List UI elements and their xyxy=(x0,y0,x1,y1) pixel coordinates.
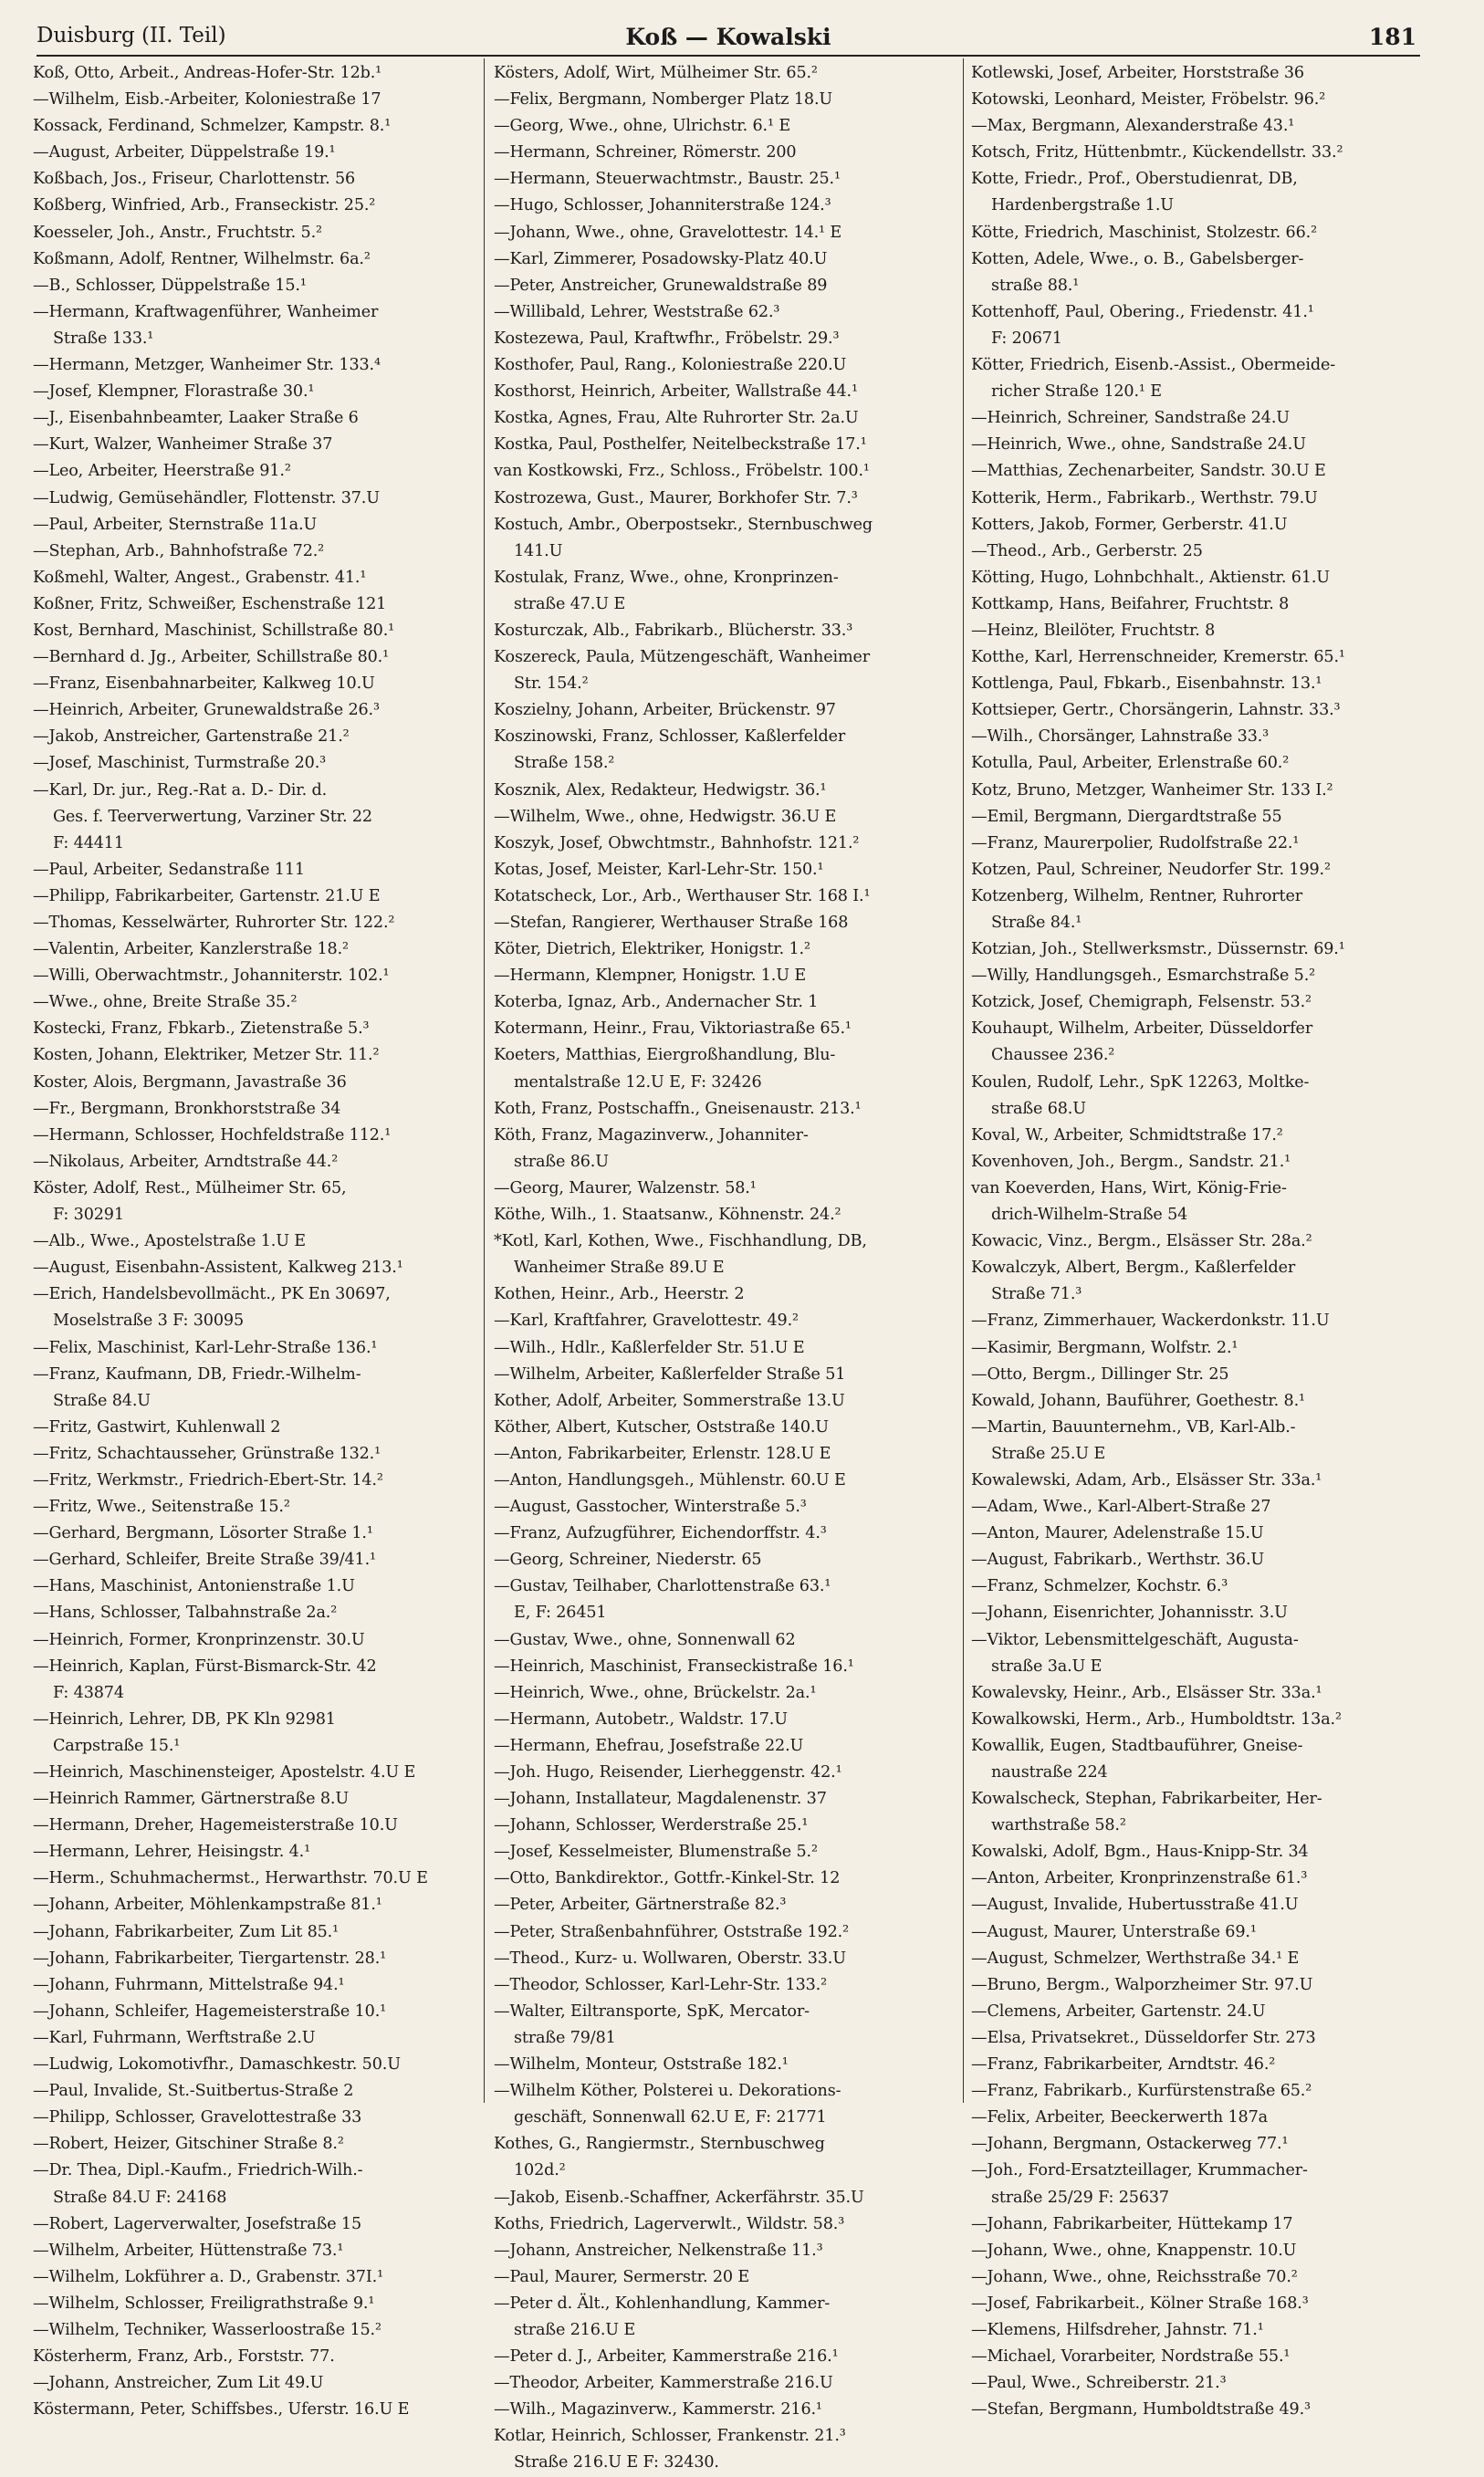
directory-entry-line: —Johann, Installateur, Magdalenenstr. 37 xyxy=(494,1790,827,1809)
directory-entry-line: —Stefan, Bergmann, Humboldtstraße 49.³ xyxy=(971,2400,1311,2420)
directory-entry-line: Köstermann, Peter, Schiffsbes., Uferstr. 16.U E xyxy=(33,2400,410,2420)
directory-entry-line: —Hermann, Autobetr., Waldstr. 17.U xyxy=(494,1709,788,1729)
directory-entry-line: Kostecki, Franz, Fbkarb., Zietenstraße 5.³ xyxy=(33,1019,370,1039)
directory-entry-line: Köthe, Wilh., 1. Staatsanw., Köhnenstr. 24.² xyxy=(494,1206,841,1225)
directory-entry-line: F: 30291 xyxy=(53,1206,124,1225)
directory-entry-line: —Hermann, Lehrer, Heisingstr. 4.¹ xyxy=(33,1843,310,1862)
directory-entry-line: —Wilhelm, Monteur, Oststraße 182.¹ xyxy=(494,2055,789,2075)
directory-entry-line: Kotters, Jakob, Former, Gerberstr. 41.U xyxy=(971,515,1288,534)
directory-entry-line: —Max, Bergmann, Alexanderstraße 43.¹ xyxy=(971,117,1295,136)
directory-entry-line: —Wilhelm, Arbeiter, Hüttenstraße 73.¹ xyxy=(33,2241,344,2260)
directory-entry-line: Kotzick, Josef, Chemigraph, Felsenstr. 53.² xyxy=(971,993,1312,1012)
directory-entry-line: —Franz, Aufzugführer, Eichendorffstr. 4.³ xyxy=(494,1524,827,1543)
directory-entry-line: *Kotl, Karl, Kothen, Wwe., Fischhandlung, DB, xyxy=(494,1232,867,1251)
directory-entry-line: Köster, Adolf, Rest., Mülheimer Str. 65, xyxy=(33,1178,347,1197)
directory-entry-line: Wanheimer Straße 89.U E xyxy=(514,1259,725,1278)
directory-entry-line: Kowald, Johann, Bauführer, Goethestr. 8.¹ xyxy=(971,1391,1305,1410)
directory-entry-line: —Peter, Straßenbahnführer, Oststraße 192.² xyxy=(494,1922,849,1941)
directory-entry-line: —Johann, Fabrikarbeiter, Zum Lit 85.¹ xyxy=(33,1922,340,1941)
directory-entry-line: straße 216.U E xyxy=(514,2320,636,2339)
directory-entry-line: —Fritz, Werkmstr., Friedrich-Ebert-Str. 14.² xyxy=(33,1470,383,1489)
column-left xyxy=(33,60,478,2420)
directory-entry-line: Koval, W., Arbeiter, Schmidtstraße 17.² xyxy=(971,1125,1283,1144)
directory-entry-line: Koths, Friedrich, Lagerverwlt., Wildstr. 58.³ xyxy=(494,2214,845,2233)
directory-entry-line: —Stefan, Rangierer, Werthauser Straße 168 xyxy=(494,914,849,932)
directory-entry-line: —Felix, Bergmann, Nomberger Platz 18.U xyxy=(494,90,833,110)
directory-entry-line: —Heinrich Rammer, Gärtnerstraße 8.U xyxy=(33,1790,349,1809)
directory-entry-line: —Wwe., ohne, Breite Straße 35.² xyxy=(33,993,298,1012)
directory-entry-line: —Wilhelm, Wwe., ohne, Hedwigstr. 36.U E xyxy=(494,807,837,826)
directory-entry-line: —Anton, Maurer, Adelenstraße 15.U xyxy=(971,1524,1264,1543)
directory-entry-line: —Josef, Maschinist, Turmstraße 20.³ xyxy=(33,754,327,773)
directory-entry-line: Koßberg, Winfried, Arb., Franseckistr. 25.² xyxy=(33,196,376,215)
directory-entry-line: —Wilhelm, Techniker, Wasserloostraße 15.² xyxy=(33,2320,381,2339)
directory-entry-line: Koßmann, Adolf, Rentner, Wilhelmstr. 6a.² xyxy=(33,249,371,268)
directory-entry-line: —Peter d. J., Arbeiter, Kammerstraße 216.¹ xyxy=(494,2347,839,2367)
directory-entry-line: —Hugo, Schlosser, Johanniterstraße 124.³ xyxy=(494,196,831,215)
directory-entry-line: —Stephan, Arb., Bahnhofstraße 72.² xyxy=(33,541,325,560)
directory-entry-line: Straße 84.U F: 24168 xyxy=(53,2188,227,2207)
directory-entry-line: Kotsch, Fritz, Hüttenbmtr., Kückendellstr. 33.² xyxy=(971,143,1343,162)
header-range: Koß — Kowalski xyxy=(625,24,831,50)
directory-entry-line: —Valentin, Arbeiter, Kanzlerstraße 18.² xyxy=(33,940,349,959)
directory-entry-line: —Karl, Fuhrmann, Werftstraße 2.U xyxy=(33,2028,316,2047)
directory-entry-line: —Willibald, Lehrer, Weststraße 62.³ xyxy=(494,302,780,321)
directory-entry-line: —Franz, Fabrikarbeiter, Arndtstr. 46.² xyxy=(971,2055,1276,2075)
directory-entry-line: —Johann, Schleifer, Hagemeisterstraße 10.¹ xyxy=(33,2001,387,2021)
directory-entry-line: —Jakob, Eisenb.-Schaffner, Ackerfährstr. 35.U xyxy=(494,2188,864,2207)
directory-entry-line: —Johann, Bergmann, Ostackerweg 77.¹ xyxy=(971,2135,1289,2154)
directory-entry-line: —Paul, Arbeiter, Sedanstraße 111 xyxy=(33,860,305,879)
directory-entry-line: —Josef, Fabrikarbeit., Kölner Straße 168.³ xyxy=(971,2294,1309,2313)
directory-entry-line: Koszereck, Paula, Mützengeschäft, Wanheimer xyxy=(494,648,871,667)
directory-entry-line: —Klemens, Hilfsdreher, Jahnstr. 71.¹ xyxy=(971,2320,1264,2339)
directory-entry-line: van Koeverden, Hans, Wirt, König-Frie- xyxy=(971,1178,1287,1197)
directory-entry-line: —Heinrich, Wwe., ohne, Brückelstr. 2a.¹ xyxy=(494,1683,817,1702)
directory-entry-line: —Heinrich, Lehrer, DB, PK Kln 92981 xyxy=(33,1709,336,1729)
directory-entry-line: Kotzian, Joh., Stellwerksmstr., Düssernstr. 69.¹ xyxy=(971,940,1345,959)
directory-entry-line: —Willi, Oberwachtmstr., Johanniterstr. 102.¹ xyxy=(33,967,390,986)
column-rule xyxy=(963,58,964,2103)
directory-entry-line: —Peter, Anstreicher, Grunewaldstraße 89 xyxy=(494,276,828,295)
directory-entry-line: Kotz, Bruno, Metzger, Wanheimer Str. 133 I.² xyxy=(971,780,1333,800)
directory-entry-line: —Theodor, Schlosser, Karl-Lehr-Str. 133.² xyxy=(494,1975,828,1994)
directory-entry-line: —Wilh., Chorsänger, Lahnstraße 33.³ xyxy=(971,727,1270,747)
directory-entry-line: —Heinrich, Former, Kronprinzenstr. 30.U xyxy=(33,1630,365,1649)
directory-entry-line: Kostezewa, Paul, Kraftwfhr., Fröbelstr. 29.³ xyxy=(494,329,840,348)
directory-entry-line: —Hans, Schlosser, Talbahnstraße 2a.² xyxy=(33,1604,338,1623)
page-header xyxy=(37,22,1420,57)
directory-entry-line: —Hermann, Ehefrau, Josefstraße 22.U xyxy=(494,1736,804,1755)
directory-entry-line: Koß, Otto, Arbeit., Andreas-Hofer-Str. 12b.¹ xyxy=(33,64,382,82)
directory-entry-line: Ges. f. Teerverwertung, Varziner Str. 22 xyxy=(53,807,372,826)
directory-entry-line: —Thomas, Kesselwärter, Ruhrorter Str. 122.² xyxy=(33,914,395,932)
directory-entry-line: Kötter, Friedrich, Eisenb.-Assist., Obermeide- xyxy=(971,356,1336,375)
directory-entry-line: —Peter, Arbeiter, Gärtnerstraße 82.³ xyxy=(494,1896,787,1915)
directory-entry-line: Straße 84.U xyxy=(53,1391,151,1410)
directory-entry-line: —Anton, Arbeiter, Kronprinzenstraße 61.³ xyxy=(971,1869,1308,1888)
directory-entry-line: —Heinz, Bleilöter, Fruchtstr. 8 xyxy=(971,621,1216,640)
directory-entry-line: Kostuch, Ambr., Oberpostsekr., Sternbuschweg xyxy=(494,515,873,534)
directory-entry-line: Kotermann, Heinr., Frau, Viktoriastraße 65.¹ xyxy=(494,1019,852,1039)
directory-entry-line: —Hermann, Metzger, Wanheimer Str. 133.⁴ xyxy=(33,356,381,375)
page-number: 181 xyxy=(1368,24,1416,50)
directory-entry-line: —Joh. Hugo, Reisender, Lierheggenstr. 42.¹ xyxy=(494,1763,842,1782)
directory-entry-line: Koszyk, Josef, Obwchtmstr., Bahnhofstr. 121.² xyxy=(494,833,860,852)
directory-entry-line: Kotatscheck, Lor., Arb., Werthauser Str. 168 I.¹ xyxy=(494,886,871,905)
directory-entry-line: Kostka, Paul, Posthelfer, Neitelbeckstraße 17.¹ xyxy=(494,435,867,455)
directory-entry-line: —Wilh., Hdlr., Kaßlerfelder Str. 51.U E xyxy=(494,1338,805,1357)
directory-entry-line: —Herm., Schuhmachermst., Herwarthstr. 70.U E xyxy=(33,1869,428,1888)
directory-entry-line: Kowalewski, Adam, Arb., Elsässer Str. 33a.¹ xyxy=(971,1470,1322,1489)
directory-entry-line: —Bernhard d. Jg., Arbeiter, Schillstraße 80.¹ xyxy=(33,648,390,667)
directory-entry-line: —Martin, Bauunternehm., VB, Karl-Alb.- xyxy=(971,1417,1296,1437)
directory-entry-line: warthstraße 58.² xyxy=(991,1816,1126,1835)
directory-entry-line: —Johann, Wwe., ohne, Reichsstraße 70.² xyxy=(971,2267,1298,2286)
directory-entry-line: geschäft, Sonnenwall 62.U E, F: 21771 xyxy=(514,2108,827,2127)
directory-entry-line: —Hermann, Kraftwagenführer, Wanheimer xyxy=(33,302,379,321)
directory-entry-line: —Heinrich, Maschinist, Franseckistraße 16.¹ xyxy=(494,1657,854,1676)
directory-entry-line: Kowalkowski, Herm., Arb., Humboldtstr. 13a.² xyxy=(971,1709,1342,1729)
directory-entry-line: —Franz, Schmelzer, Kochstr. 6.³ xyxy=(971,1577,1228,1596)
directory-entry-line: —Erich, Handelsbevollmächt., PK En 30697, xyxy=(33,1285,391,1304)
directory-entry-line: Kowacic, Vinz., Bergm., Elsässer Str. 28a.² xyxy=(971,1232,1312,1251)
directory-entry-line: Kosznik, Alex, Redakteur, Hedwigstr. 36.¹ xyxy=(494,780,827,800)
directory-entry-line: —Alb., Wwe., Apostelstraße 1.U E xyxy=(33,1232,307,1251)
directory-entry-line: Köth, Franz, Magazinverw., Johanniter- xyxy=(494,1125,809,1144)
directory-entry-line: —Viktor, Lebensmittelgeschäft, Augusta- xyxy=(971,1630,1299,1649)
directory-entry-line: Koterba, Ignaz, Arb., Andernacher Str. 1 xyxy=(494,993,819,1012)
directory-entry-line: Köter, Dietrich, Elektriker, Honigstr. 1.² xyxy=(494,940,810,959)
directory-entry-line: —Hans, Maschinist, Antonienstraße 1.U xyxy=(33,1577,355,1596)
column-right xyxy=(971,60,1425,2420)
directory-entry-line: Kottkamp, Hans, Beifahrer, Fruchtstr. 8 xyxy=(971,594,1290,613)
directory-entry-line: —Ludwig, Gemüsehändler, Flottenstr. 37.U xyxy=(33,488,380,507)
directory-entry-line: —Elsa, Privatsekret., Düsseldorfer Str. 273 xyxy=(971,2028,1316,2047)
directory-entry-line: —Robert, Heizer, Gitschiner Straße 8.² xyxy=(33,2135,344,2154)
directory-entry-line: Koeters, Matthias, Eiergroßhandlung, Blu- xyxy=(494,1046,836,1065)
directory-entry-line: Kostulak, Franz, Wwe., ohne, Kronprinzen- xyxy=(494,568,839,587)
directory-entry-line: —Georg, Maurer, Walzenstr. 58.¹ xyxy=(494,1178,757,1197)
directory-entry-line: Kotowski, Leonhard, Meister, Fröbelstr. 96.² xyxy=(971,90,1326,110)
header-city: Duisburg (II. Teil) xyxy=(37,24,226,47)
directory-entry-line: Str. 154.² xyxy=(514,674,589,694)
directory-entry-line: straße 68.U xyxy=(991,1099,1086,1118)
directory-entry-line: Kotterik, Herm., Fabrikarb., Werthstr. 79.U xyxy=(971,488,1318,507)
directory-entry-line: Carpstraße 15.¹ xyxy=(53,1736,181,1755)
directory-entry-line: Straße 158.² xyxy=(514,754,615,773)
directory-entry-line: —Paul, Arbeiter, Sternstraße 11a.U xyxy=(33,515,318,534)
directory-entry-line: —Paul, Maurer, Sermerstr. 20 E xyxy=(494,2267,750,2286)
directory-entry-line: Koth, Franz, Postschaffn., Gneisenaustr. 213.¹ xyxy=(494,1099,862,1118)
directory-entry-line: —Adam, Wwe., Karl-Albert-Straße 27 xyxy=(971,1498,1271,1517)
directory-entry-line: Kotas, Josef, Meister, Karl-Lehr-Str. 150.¹ xyxy=(494,860,824,879)
directory-entry-line: Kosturczak, Alb., Fabrikarb., Blücherstr. 33.³ xyxy=(494,621,853,640)
directory-entry-line: Kötting, Hugo, Lohnbchhalt., Aktienstr. 61.U xyxy=(971,568,1330,587)
directory-entry-line: —Felix, Maschinist, Karl-Lehr-Straße 136.¹ xyxy=(33,1338,378,1357)
directory-entry-line: —Wilhelm, Lokführer a. D., Grabenstr. 37I.¹ xyxy=(33,2267,383,2286)
directory-entry-line: Kost, Bernhard, Maschinist, Schillstraße 80.¹ xyxy=(33,621,395,640)
directory-entry-line: —Fr., Bergmann, Bronkhorststraße 34 xyxy=(33,1099,341,1118)
directory-entry-line: —Heinrich, Wwe., ohne, Sandstraße 24.U xyxy=(971,435,1306,455)
directory-entry-line: Kowallik, Eugen, Stadtbauführer, Gneise- xyxy=(971,1736,1303,1755)
directory-entry-line: straße 88.¹ xyxy=(991,276,1080,295)
directory-entry-line: Kostka, Agnes, Frau, Alte Ruhrorter Str. 2a.U xyxy=(494,409,859,428)
directory-entry-line: —Karl, Dr. jur., Reg.-Rat a. D.- Dir. d. xyxy=(33,780,328,800)
directory-entry-line: straße 79/81 xyxy=(514,2028,616,2047)
directory-entry-line: Kotten, Adele, Wwe., o. B., Gabelsberger- xyxy=(971,249,1304,268)
directory-entry-line: —Johann, Fabrikarbeiter, Hüttekamp 17 xyxy=(971,2214,1293,2233)
directory-entry-line: —J., Eisenbahnbeamter, Laaker Straße 6 xyxy=(33,409,359,428)
directory-entry-line: —Franz, Fabrikarb., Kurfürstenstraße 65.² xyxy=(971,2082,1312,2101)
directory-entry-line: —Johann, Arbeiter, Möhlenkampstraße 81.¹ xyxy=(33,1896,382,1915)
directory-entry-line: Kovenhoven, Joh., Bergm., Sandstr. 21.¹ xyxy=(971,1152,1291,1171)
directory-entry-line: Koßner, Fritz, Schweißer, Eschenstraße 121 xyxy=(33,594,387,613)
directory-entry-line: —Johann, Anstreicher, Nelkenstraße 11.³ xyxy=(494,2241,823,2260)
directory-entry-line: —Franz, Eisenbahnarbeiter, Kalkweg 10.U xyxy=(33,674,375,694)
directory-entry-line: Koszinowski, Franz, Schlosser, Kaßlerfelder xyxy=(494,727,846,747)
directory-entry-line: —Heinrich, Kaplan, Fürst-Bismarck-Str. 42 xyxy=(33,1657,377,1676)
directory-entry-line: mentalstraße 12.U E, F: 32426 xyxy=(514,1072,762,1092)
directory-entry-line: —Matthias, Zechenarbeiter, Sandstr. 30.U E xyxy=(971,462,1326,481)
directory-entry-line: Kötte, Friedrich, Maschinist, Stolzestr. 66.² xyxy=(971,223,1317,242)
directory-entry-line: —Hermann, Schlosser, Hochfeldstraße 112.¹ xyxy=(33,1125,392,1144)
directory-entry-line: Moselstraße 3 F: 30095 xyxy=(53,1312,244,1331)
directory-entry-line: straße 86.U xyxy=(514,1152,609,1171)
directory-entry-line: —Hermann, Schreiner, Römerstr. 200 xyxy=(494,143,797,162)
directory-entry-line: —Bruno, Bergm., Walporzheimer Str. 97.U xyxy=(971,1975,1313,1994)
directory-entry-line: —Kasimir, Bergmann, Wolfstr. 2.¹ xyxy=(971,1338,1238,1357)
directory-entry-line: —Johann, Wwe., ohne, Knappenstr. 10.U xyxy=(971,2241,1297,2260)
directory-entry-line: Kotulla, Paul, Arbeiter, Erlenstraße 60.² xyxy=(971,754,1290,773)
directory-entry-line: Kothen, Heinr., Arb., Heerstr. 2 xyxy=(494,1285,745,1304)
directory-entry-line: —Wilhelm Köther, Polsterei u. Dekorations- xyxy=(494,2082,841,2101)
directory-entry-line: —Hermann, Steuerwachtmstr., Baustr. 25.¹ xyxy=(494,170,841,189)
directory-entry-line: straße 25/29 F: 25637 xyxy=(991,2188,1169,2207)
directory-entry-line: —Anton, Handlungsgeh., Mühlenstr. 60.U E xyxy=(494,1470,846,1489)
directory-entry-line: Kostrozewa, Gust., Maurer, Borkhofer Str. 7.³ xyxy=(494,488,858,507)
directory-entry-line: Kottsieper, Gertr., Chorsängerin, Lahnstr. 33.³ xyxy=(971,701,1341,720)
directory-entry-line: Koulen, Rudolf, Lehr., SpK 12263, Moltke- xyxy=(971,1072,1310,1092)
directory-entry-line: Kotzen, Paul, Schreiner, Neudorfer Str. 199.² xyxy=(971,860,1331,879)
directory-entry-line: F: 44411 xyxy=(53,833,124,852)
column-middle xyxy=(494,60,958,2472)
directory-entry-line: Kotlar, Heinrich, Schlosser, Frankenstr. 21.³ xyxy=(494,2427,846,2446)
directory-entry-line: —Theod., Arb., Gerberstr. 25 xyxy=(971,541,1203,560)
directory-entry-line: —Wilhelm, Schlosser, Freiligrathstraße 9.¹ xyxy=(33,2294,375,2313)
directory-entry-line: drich-Wilhelm-Straße 54 xyxy=(991,1206,1188,1225)
directory-entry-line: F: 43874 xyxy=(53,1683,124,1702)
directory-entry-line: —Josef, Kesselmeister, Blumenstraße 5.² xyxy=(494,1843,818,1862)
directory-entry-line: Koßmehl, Walter, Angest., Grabenstr. 41.¹ xyxy=(33,568,367,587)
directory-entry-line: Kotthe, Karl, Herrenschneider, Kremerstr. 65.¹ xyxy=(971,648,1345,667)
directory-entry-line: —Kurt, Walzer, Wanheimer Straße 37 xyxy=(33,435,333,455)
directory-entry-line: Koster, Alois, Bergmann, Javastraße 36 xyxy=(33,1072,347,1092)
directory-entry-line: Kotlewski, Josef, Arbeiter, Horststraße 36 xyxy=(971,64,1304,82)
directory-entry-line: —B., Schlosser, Düppelstraße 15.¹ xyxy=(33,276,307,295)
directory-entry-line: —Ludwig, Lokomotivfhr., Damaschkestr. 50.U xyxy=(33,2055,401,2075)
directory-entry-line: Kowalevsky, Heinr., Arb., Elsässer Str. 33a.¹ xyxy=(971,1683,1322,1702)
directory-entry-line: —Johann, Fabrikarbeiter, Tiergartenstr. 28.¹ xyxy=(33,1949,387,1968)
directory-entry-line: Kotzenberg, Wilhelm, Rentner, Ruhrorter xyxy=(971,886,1302,905)
directory-entry-line: —Theod., Kurz- u. Wollwaren, Oberstr. 33.U xyxy=(494,1949,846,1968)
directory-entry-line: —Johann, Eisenrichter, Johannisstr. 3.U xyxy=(971,1604,1288,1623)
directory-entry-line: —Franz, Zimmerhauer, Wackerdonkstr. 11.U xyxy=(971,1312,1330,1331)
directory-entry-line: Koesseler, Joh., Anstr., Fruchtstr. 5.² xyxy=(33,223,322,242)
directory-entry-line: —August, Eisenbahn-Assistent, Kalkweg 213.¹ xyxy=(33,1259,403,1278)
directory-entry-line: —Clemens, Arbeiter, Gartenstr. 24.U xyxy=(971,2001,1266,2021)
directory-entry-line: —Franz, Kaufmann, DB, Friedr.-Wilhelm- xyxy=(33,1364,361,1384)
directory-entry-line: —Fritz, Gastwirt, Kuhlenwall 2 xyxy=(33,1417,281,1437)
directory-entry-line: —Jakob, Anstreicher, Gartenstraße 21.² xyxy=(33,727,350,747)
directory-entry-line: naustraße 224 xyxy=(991,1763,1108,1782)
directory-entry-line: —Heinrich, Arbeiter, Grunewaldstraße 26.³ xyxy=(33,701,380,720)
directory-entry-line: —Gerhard, Bergmann, Lösorter Straße 1.¹ xyxy=(33,1524,373,1543)
directory-entry-line: —Johann, Wwe., ohne, Gravelottestr. 14.¹ E xyxy=(494,223,842,242)
directory-entry-line: —August, Maurer, Unterstraße 69.¹ xyxy=(971,1922,1257,1941)
directory-entry-line: Straße 25.U E xyxy=(991,1444,1106,1463)
directory-entry-line: —Johann, Fuhrmann, Mittelstraße 94.¹ xyxy=(33,1975,345,1994)
directory-entry-line: —Gustav, Teilhaber, Charlottenstraße 63.¹ xyxy=(494,1577,831,1596)
directory-entry-line: —Wilh., Magazinverw., Kammerstr. 216.¹ xyxy=(494,2400,822,2420)
directory-entry-line: —Heinrich, Maschinensteiger, Apostelstr. 4.U E xyxy=(33,1763,416,1782)
directory-entry-line: Straße 133.¹ xyxy=(53,329,154,348)
directory-entry-line: Köther, Albert, Kutscher, Oststraße 140.U xyxy=(494,1417,829,1437)
directory-entry-line: Kosten, Johann, Elektriker, Metzer Str. 11.² xyxy=(33,1046,380,1065)
directory-entry-line: —Willy, Handlungsgeh., Esmarchstraße 5.² xyxy=(971,967,1316,986)
directory-entry-line: Straße 216.U E F: 32430. xyxy=(514,2453,719,2472)
directory-entry-line: F: 20671 xyxy=(991,329,1062,348)
column-rule xyxy=(484,58,485,2103)
directory-entry-line: —Hermann, Dreher, Hagemeisterstraße 10.U xyxy=(33,1816,398,1835)
directory-entry-line: straße 47.U E xyxy=(514,594,626,613)
directory-entry-line: Koßbach, Jos., Friseur, Charlottenstr. 56 xyxy=(33,170,356,189)
directory-entry-line: Kowalski, Adolf, Bgm., Haus-Knipp-Str. 34 xyxy=(971,1843,1309,1862)
directory-entry-line: —Felix, Arbeiter, Beeckerwerth 187a xyxy=(971,2108,1268,2127)
directory-entry-line: —Franz, Maurerpolier, Rudolfstraße 22.¹ xyxy=(971,833,1300,852)
directory-entry-line: —Peter d. Ält., Kohlenhandlung, Kammer- xyxy=(494,2294,831,2313)
directory-entry-line: —Johann, Schlosser, Werderstraße 25.¹ xyxy=(494,1816,809,1835)
directory-entry-line: —Emil, Bergmann, Diergardtstraße 55 xyxy=(971,807,1282,826)
directory-entry-line: Straße 84.¹ xyxy=(991,914,1082,932)
directory-entry-line: —Paul, Wwe., Schreiberstr. 21.³ xyxy=(971,2374,1227,2393)
directory-entry-line: 102d.² xyxy=(514,2161,566,2180)
directory-entry-line: Kowalscheck, Stephan, Fabrikarbeiter, Her- xyxy=(971,1790,1322,1809)
directory-entry-line: —Dr. Thea, Dipl.-Kaufm., Friedrich-Wilh.- xyxy=(33,2161,363,2180)
directory-entry-line: —Heinrich, Schreiner, Sandstraße 24.U xyxy=(971,409,1290,428)
directory-entry-line: —Josef, Klempner, Florastraße 30.¹ xyxy=(33,382,315,402)
directory-entry-line: Kouhaupt, Wilhelm, Arbeiter, Düsseldorfer xyxy=(971,1019,1313,1039)
directory-entry-line: Chaussee 236.² xyxy=(991,1046,1115,1065)
directory-entry-line: Kösterherm, Franz, Arb., Forststr. 77. xyxy=(33,2347,335,2367)
directory-entry-line: Kowalczyk, Albert, Bergm., Kaßlerfelder xyxy=(971,1259,1296,1278)
directory-entry-line: —Wilhelm, Arbeiter, Kaßlerfelder Straße 51 xyxy=(494,1364,846,1384)
directory-entry-line: Kossack, Ferdinand, Schmelzer, Kampstr. 8.¹ xyxy=(33,117,392,136)
directory-entry-line: —Philipp, Fabrikarbeiter, Gartenstr. 21.U E xyxy=(33,886,381,905)
directory-entry-line: Kosthorst, Heinrich, Arbeiter, Wallstraße 44.¹ xyxy=(494,382,858,402)
directory-entry-line: —Otto, Bergm., Dillinger Str. 25 xyxy=(971,1364,1229,1384)
directory-entry-line: Straße 71.³ xyxy=(991,1285,1082,1304)
directory-entry-line: —Robert, Lagerverwalter, Josefstraße 15 xyxy=(33,2214,362,2233)
directory-entry-line: —August, Schmelzer, Werthstraße 34.¹ E xyxy=(971,1949,1300,1968)
directory-entry-line: —Leo, Arbeiter, Heerstraße 91.² xyxy=(33,462,291,481)
directory-entry-line: —Anton, Fabrikarbeiter, Erlenstr. 128.U E xyxy=(494,1444,831,1463)
directory-entry-line: Koszielny, Johann, Arbeiter, Brückenstr. 97 xyxy=(494,701,836,720)
directory-entry-line: —Hermann, Klempner, Honigstr. 1.U E xyxy=(494,967,807,986)
directory-entry-line: —Joh., Ford-Ersatzteillager, Krummacher- xyxy=(971,2161,1308,2180)
directory-entry-line: Kösters, Adolf, Wirt, Mülheimer Str. 65.² xyxy=(494,64,818,82)
directory-entry-line: —Karl, Kraftfahrer, Gravelottestr. 49.² xyxy=(494,1312,799,1331)
directory-entry-line: —Karl, Zimmerer, Posadowsky-Platz 40.U xyxy=(494,249,828,268)
directory-entry-line: —Philipp, Schlosser, Gravelottestraße 33 xyxy=(33,2108,362,2127)
directory-entry-line: 141.U xyxy=(514,541,563,560)
directory-entry-line: —Otto, Bankdirektor., Gottfr.-Kinkel-Str. 12 xyxy=(494,1869,841,1888)
directory-entry-line: —Gerhard, Schleifer, Breite Straße 39/41.¹ xyxy=(33,1551,376,1570)
directory-entry-line: —Michael, Vorarbeiter, Nordstraße 55.¹ xyxy=(971,2347,1291,2367)
directory-entry-line: —August, Arbeiter, Düppelstraße 19.¹ xyxy=(33,143,336,162)
directory-entry-line: Kother, Adolf, Arbeiter, Sommerstraße 13.U xyxy=(494,1391,845,1410)
directory-entry-line: Kottlenga, Paul, Fbkarb., Eisenbahnstr. 13.¹ xyxy=(971,674,1322,694)
directory-entry-line: —Theodor, Arbeiter, Kammerstraße 216.U xyxy=(494,2374,833,2393)
directory-entry-line: —Georg, Schreiner, Niederstr. 65 xyxy=(494,1551,762,1570)
directory-entry-line: E, F: 26451 xyxy=(514,1604,607,1623)
directory-entry-line: —Fritz, Schachtausseher, Grünstraße 132.¹ xyxy=(33,1444,381,1463)
directory-entry-line: van Kostkowski, Frz., Schloss., Fröbelstr. 100.¹ xyxy=(494,462,870,481)
directory-entry-line: —Walter, Eiltransporte, SpK, Mercator- xyxy=(494,2001,810,2021)
directory-entry-line: straße 3a.U E xyxy=(991,1657,1103,1676)
directory-entry-line: Kothes, G., Rangiermstr., Sternbuschweg xyxy=(494,2135,825,2154)
directory-entry-line: —August, Gasstocher, Winterstraße 5.³ xyxy=(494,1498,807,1517)
directory-entry-line: —Johann, Anstreicher, Zum Lit 49.U xyxy=(33,2374,324,2393)
directory-entry-line: Hardenbergstraße 1.U xyxy=(991,196,1174,215)
directory-entry-line: richer Straße 120.¹ E xyxy=(991,382,1162,402)
directory-entry-line: —Georg, Wwe., ohne, Ulrichstr. 6.¹ E xyxy=(494,117,791,136)
directory-entry-line: —Fritz, Wwe., Seitenstraße 15.² xyxy=(33,1498,290,1517)
directory-entry-line: —Wilhelm, Eisb.-Arbeiter, Koloniestraße 17 xyxy=(33,90,381,110)
directory-entry-line: Kosthofer, Paul, Rang., Koloniestraße 220.U xyxy=(494,356,847,375)
directory-entry-line: —August, Fabrikarb., Werthstr. 36.U xyxy=(971,1551,1265,1570)
directory-entry-line: Kottenhoff, Paul, Obering., Friedenstr. 41.¹ xyxy=(971,302,1314,321)
directory-entry-line: —Gustav, Wwe., ohne, Sonnenwall 62 xyxy=(494,1630,796,1649)
directory-entry-line: Kotte, Friedr., Prof., Oberstudienrat, DB, xyxy=(971,170,1298,189)
directory-entry-line: —Paul, Invalide, St.-Suitbertus-Straße 2 xyxy=(33,2082,354,2101)
directory-entry-line: —August, Invalide, Hubertusstraße 41.U xyxy=(971,1896,1299,1915)
directory-entry-line: —Nikolaus, Arbeiter, Arndtstraße 44.² xyxy=(33,1152,339,1171)
